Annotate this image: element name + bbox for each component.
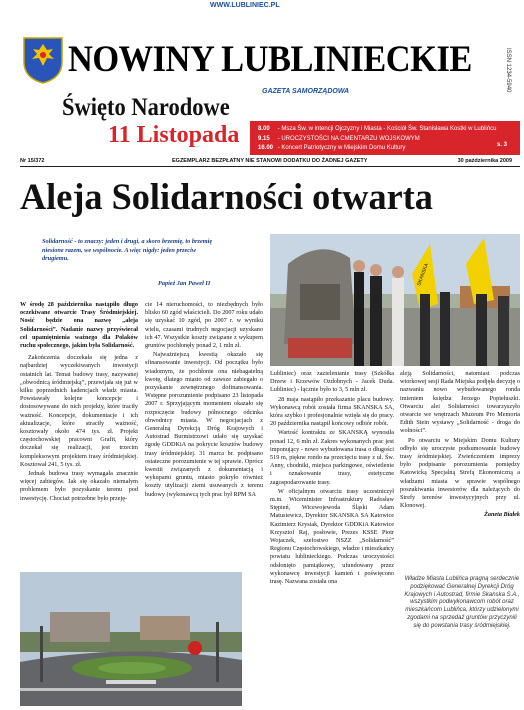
thank-you-note: Władze Miasta Lublińca pragną serdecznie podziękować Generalnej Dyrekcji Dróg Krajowych i Autostrad, firmie Skanska S.A., wszystkim podwykonawcom robót oraz mieszkańcom Lublińca, którzy udzielonymi zgodami na sprzedaż gruntów przyczynili się do powstania trasy śródmiejskiej. — [404, 576, 520, 629]
banner-text: SKANSKA — [416, 262, 430, 287]
road-photo — [20, 572, 242, 706]
article-paragraph: Najważniejszą kwestią okazało się sfinansowanie inwestycji. Od początku było wiadomym, że pochłonie ona niebagatelną kwotę, dlatego miasto od zawsze zabiegało o pozyskanie zewnętrznego dofinansowania. Wstępne porozumienie podpisano 23 listopada 2007 r. Sprzyjającym momentem okazało się rozpoczęcie budowy północnego odcinka obwodnicy miasta. W negocjacjach z Generalną Dyrekcją Dróg Krajowych i Autostrad Burmistrzowi udało się uzyskać zgodę GDDKiA na pokrycie kosztów budowy trasy śródmiejskiej. 31 marca br. podpisano ostateczne porozumienie w tej sprawie. Oprócz kwestii związanych z dokumentacją i wykupami gruntu, miasto pokryło również koszty utylizacji ziemi usuwanych z terenu budowy (wykonawcą tych prac był RPM SA — [145, 351, 263, 498]
article-paragraph: Jednak budowa trasy wymagała znacznie więcej zabiegów. Jak się okazało niemałym problemem było pozyskanie terenu pod inwestycję. Chociaż potrzebne było przeję- — [20, 470, 138, 502]
free-copy-notice: EGZEMPLARZ BEZPŁATNY NIE STANOWI DODATKU DO ŻADNEJ GAZETY — [172, 158, 368, 164]
article-paragraph: Zakończenia doczekała się jedna z najbardziej wyczekiwanych inwestycji ostatnich lat. Temat budowy trasy, nazywanej „obwodnicą śródmiejską”, przewijała się już w kilku poprzednich kadencjach władz miasta. Powstawały kolejne koncepcje i dostosowywane do nich projekty, które traciły ważność. Koncepcje, dokumentacje i ich aktualizacje, które straciły ważność, kosztowały około 474 tys. zł. Projekt częstochowskiej pracowni Grafit, który doczekał się realizacji, jest trzecim kompleksowym projektem trasy śródmiejskiej. Kosztował 241, 5 tys. zł. — [20, 354, 138, 468]
article-paragraph: W oficjalnym otwarciu trasy uczestniczył m.in. Wiceminister Infrastruktury Radosław Stępień, Wicewojewoda Śląski Adam Matusiewicz, Dyrektor SKANSKA SA Katowice Kazimierz Krysiak, Dyrektor GDDKiA Katowice Krzysztof Raj, posłowie, Prezes KSSE Piotr Wojaczek, szefostwo NSZZ „Solidarność” Regionu Częstochowskiego, władze i mieszkańcy powiatu lublinieckiego. Podczas uroczystości odsłonięto pamiątkowy, ufundowany przez wykonawcę inwestycji kamień i poświęcono trasę. Nazwana została ona — [270, 487, 394, 586]
quote-source: Papież Jan Paweł II — [158, 280, 211, 287]
article-paragraph: aleją Solidarności, natomiast podczas wtorkowej sesji Rada Miejska podjęła decyzję o nazwaniu nowo wybudowanego ronda imieniem księdza Jerzego Popiełuszki. Otwarciu alei Solidarności towarzyszyło otwarcie we wnętrzach Muzeum Pro Memoria Edith Stein wystawy „Solidarność - droga do wolności”. — [400, 370, 520, 435]
info-bar — [20, 158, 520, 167]
article-paragraph: Po otwarciu w Miejskim Domu Kultury odbyło się uroczyste podsumowanie budowy trasy śródmiejskiej. Zwieńczeniem imprezy było podpisanie porozumienia pomiędzy Katowicką Specjalną Strefą Ekonomiczną a władzami miasta w sprawie wspólnego poszukiwania inwestorów dla należących do Strefy terenów inwestycyjnych przy ul. Klonowej. — [400, 436, 520, 510]
event-item: 8.00 - Msza Św. w intencji Ojczyzny i Miasta - Kościół Św. Stanisława Kostki w Lublińcu — [258, 126, 497, 132]
article-column-3 — [270, 370, 394, 587]
issue-date: 30 października 2009 — [457, 158, 512, 164]
site-url: WWW.LUBLINIEC.PL — [210, 2, 280, 9]
author-signature: Żaneta Białek — [484, 511, 520, 519]
event-schedule — [258, 125, 498, 154]
city-crest-icon — [22, 36, 64, 84]
article-column-2 — [145, 301, 263, 500]
event-item: 16.00 - Koncert Patriotyczny w Miejskim Domu Kultury — [258, 145, 406, 151]
article-headline: Aleja Solidarności otwarta — [20, 177, 433, 218]
article-column-1 — [20, 301, 138, 504]
masthead-title: NOWINY LUBLINIECKIE — [68, 39, 472, 80]
article-paragraph: Wartość kontraktu ze SKANSKĄ wynosiła ponad 12, 6 mln zł. Zakres wykonanych prac jest imponujący - nowo wybudowana trasa o długości 519 m, piękne rondo na przecięciu trasy z ul. Św. Anny, chodniki, miejsca parkingowe, oświetlenie i oznakowanie trasy, estetyczne zagospodarowanie trasy. — [270, 429, 394, 486]
ceremony-photo — [270, 234, 520, 366]
article-paragraph: 28 maja nastąpiło przekazanie placu budowy. Wykonawcą robót została firma SKANSKA SA, która szybko i profesjonalnie wzięła się do pracy. 20 października nastąpił końcowy odbiór robót. — [270, 395, 394, 428]
article-column-4 — [400, 370, 520, 521]
pull-quote: Solidarność - to znaczy: jeden i drugi, a skoro brzemię, to brzemię niesione razem, we wspólnocie. A więc nigdy: jeden przeciw drugiemu. — [42, 238, 213, 262]
holiday-date: 11 Listopada — [108, 122, 240, 148]
holiday-title: Święto Narodowe — [62, 94, 230, 121]
page-reference: s. 3 — [497, 142, 508, 148]
article-paragraph: cie 14 nieruchomości, to niezbędnych było blisko 60 zgód właścicieli. Do 2007 roku udało się uzyskać 10 zgód, po 2007 r. w wyniku wielu, czasami trudnych negocjacji uzyskano ich 47. Wszystkie koszty związane z wykupem gruntów pochłonęły ponad 2, 1 mln zł. — [145, 301, 263, 350]
article-lead: W środę 28 października nastąpiło długo oczekiwane otwarcie Trasy Śródmiejskiej. Nosić będzie ona nazwę „aleja Solidarności”. Nadanie nazwy przyświecał cel upamiętnienia ważnego dla Polaków ruchu społecznego, jakim była Solidarność. — [20, 301, 138, 350]
issue-number: Nr 15/372 — [20, 158, 45, 164]
masthead-subtitle: GAZETA SAMORZĄDOWA — [262, 88, 350, 95]
event-item: 9.15 - UROCZYSTOŚCI NA CMENTARZU WOJSKOWYM — [258, 135, 420, 142]
article-paragraph: Lubliniec) oraz zazielenianie trasy (Szkółka Drzew i Krzewów Ozdobnych - Jacek Duda. Lubliniec) - łącznie było to 3, 5 mln zł. — [270, 370, 394, 394]
issn-label: ISSN 1234-5940 — [505, 48, 511, 93]
